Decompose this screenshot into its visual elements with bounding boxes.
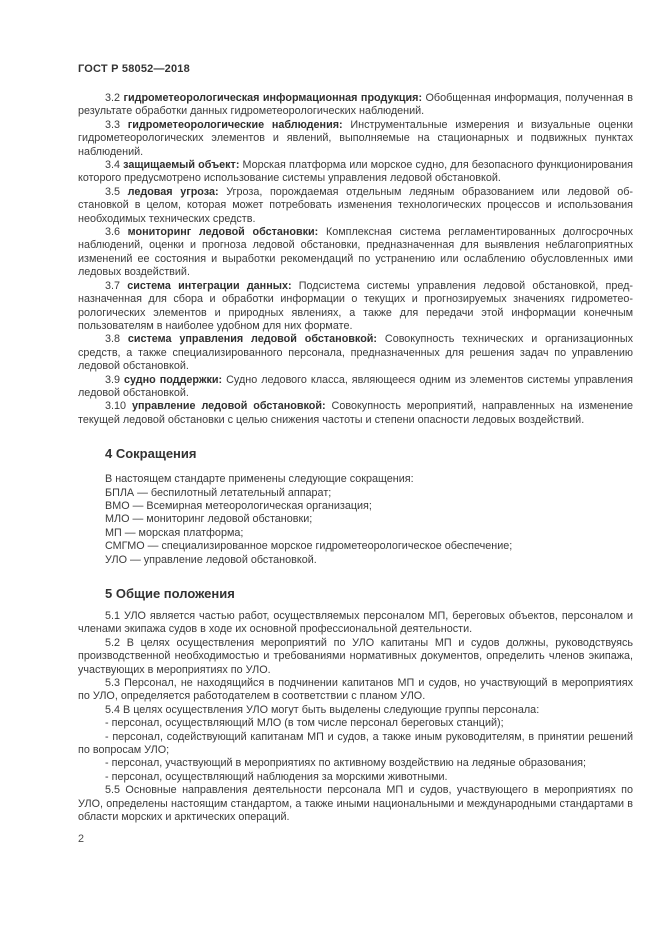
general-paragraph: 5.3 Персонал, не находящийся в подчинении капитанов МП и судов, но участвующий в мероприятиях по УЛО, определяется работодателем в соответствии с планом УЛО. bbox=[78, 677, 633, 703]
definition-number: 3.2 bbox=[105, 92, 121, 104]
general-list-item: - персонал, осуществляющий МЛО (в том числе персонал береговых станций); bbox=[105, 717, 504, 730]
abbreviation-item: МЛО — мониторинг ледовой обстановки; bbox=[105, 513, 313, 526]
general-provisions-heading: 5 Общие положения bbox=[105, 586, 235, 601]
abbreviations-intro: В настоящем стандарте применены следующие сокращения: bbox=[105, 473, 414, 486]
definition-term: управление ледовой обстановкой: bbox=[131, 400, 326, 413]
abbreviation-item: СМГМО — специализированное морское гидрометеорологическое обеспечение; bbox=[105, 540, 513, 553]
abbreviation-item: ВМО — Всемирная метеорологическая организация; bbox=[105, 499, 372, 512]
definition-number: 3.9 bbox=[105, 373, 121, 386]
definition-number: 3.6 bbox=[105, 226, 121, 239]
terms-section bbox=[78, 92, 633, 427]
definition-body: Обобщенная информация, полученная в результате обработки данных гидрометеорологических наблюдений. bbox=[78, 92, 633, 118]
definition-term: гидрометеорологические наблюдения: bbox=[127, 118, 343, 131]
definition-item bbox=[78, 186, 633, 226]
gost-header: ГОСТ Р 58052—2018 bbox=[78, 63, 190, 75]
definition-item bbox=[78, 226, 633, 280]
definition-body: Угроза, порождаемая отдельным ледяным образованием или ледовой обстановкой в целом, которая может потребовать изменения технологических процессов и использования необходимых технических средств. bbox=[78, 185, 634, 225]
definition-term: защищаемый объект: bbox=[123, 159, 240, 172]
definition-number: 3.7 bbox=[105, 279, 121, 292]
abbreviations-section bbox=[78, 446, 633, 567]
general-paragraph: 5.1 УЛО является частью работ, осуществляемых персоналом МП, береговых объектов, персоналом и членами экипажа судов в ходе их основной профессиональной деятельности. bbox=[78, 610, 633, 636]
definition-number: 3.8 bbox=[105, 333, 121, 346]
general-list-item: - персонал, участвующий в мероприятиях по активному воздействию на ледяные образования; bbox=[105, 757, 587, 770]
definition-item bbox=[78, 400, 633, 427]
definition-body: Комплексная система регламентированных долгосрочных наблюдений, оценки и прогноза ледовой обстановки, предназначенная для выявления неблагоприятных изменений ее состояния и выработки рекомендаций по устранению или ослаблению обусловленных ими ледовых воздействий. bbox=[78, 226, 633, 279]
general-list-item: - персонал, осуществляющий наблюдения за морскими животными. bbox=[105, 770, 448, 783]
definition-number: 3.3 bbox=[105, 118, 121, 131]
definition-term: мониторинг ледовой обстановки: bbox=[127, 226, 319, 239]
definition-item bbox=[78, 159, 633, 186]
abbreviations-heading: 4 Сокращения bbox=[105, 446, 197, 462]
definition-body: Подсистема системы управления ледовой обстановкой, предназначенная для сбора и обработки информации о текущих и прогнозируемых значениях гидрометеорологических элементов и природных явлениях, а также для передачи этой информации конечным пользователям в наиболее удобном для них формате. bbox=[78, 279, 634, 332]
general-paragraph: 5.4 В целях осуществления УЛО могут быть выделены следующие группы персонала: bbox=[105, 703, 540, 716]
abbreviation-item: УЛО — управление ледовой обстановкой. bbox=[105, 553, 317, 566]
definition-term: судно поддержки: bbox=[124, 373, 223, 386]
definition-body: Совокупность мероприятий, направленных на изменение текущей ледовой обстановки с целью снижения частоты и степени опасности ледовых воздействий. bbox=[78, 400, 634, 426]
definition-item bbox=[78, 92, 633, 119]
general-list-item: - персонал, содействующий капитанам МП и судов, а также иным руководителям, в принятии решений по вопросам УЛО; bbox=[78, 730, 633, 757]
definition-number: 3.4 bbox=[105, 159, 121, 172]
definition-item bbox=[78, 374, 633, 401]
definition-item bbox=[78, 119, 633, 159]
definition-number: 3.10 bbox=[105, 400, 127, 413]
definition-term: гидрометеорологическая информационная продукция: bbox=[123, 92, 423, 104]
definition-number: 3.5 bbox=[105, 185, 121, 198]
definition-item bbox=[78, 280, 633, 334]
definition-term: система управления ледовой обстановкой: bbox=[127, 333, 378, 346]
definition-body: Морская платформа или морское судно, для безопасного функционирования которого предусмотрено использование системы управления ледовой обстановкой. bbox=[78, 159, 633, 185]
page-number: 2 bbox=[78, 832, 85, 845]
definition-item bbox=[78, 333, 633, 373]
abbreviation-item: БПЛА — беспилотный летательный аппарат; bbox=[105, 486, 332, 499]
definition-body: Инструментальные измерения и визуальные оценки гидрометеорологических элементов и явлений, выполняемые на стационарных и подвижных пунктах наблюдений. bbox=[78, 118, 634, 158]
definition-body: Совокупность технических и организационных средств, а также специализированного персонала, предназначенных для решения задач по управлению ледовой обстановкой. bbox=[78, 333, 634, 373]
general-paragraph: 5.5 Основные направления деятельности персонала МП и судов, участвующего в мероприятиях по УЛО, определены настоящим стандартом, а также иными национальными и международными стандартами в области морских и арктических операций. bbox=[78, 784, 633, 824]
abbreviation-item: МП — морская платформа; bbox=[105, 526, 244, 539]
general-paragraph: 5.2 В целях осуществления мероприятий по УЛО капитаны МП и судов должны, руководствуясь производственной необходимостью и требованиями нормативных документов, определить членов экипажа, участвующих в мероприятиях по УЛО. bbox=[78, 636, 633, 676]
general-provisions-section bbox=[78, 586, 633, 825]
definition-body: Судно ледового класса, являющееся одним из элементов системы управления ледовой обстановкой. bbox=[78, 373, 634, 399]
definition-term: ледовая угроза: bbox=[127, 185, 219, 198]
definition-term: система интеграции данных: bbox=[127, 279, 292, 292]
